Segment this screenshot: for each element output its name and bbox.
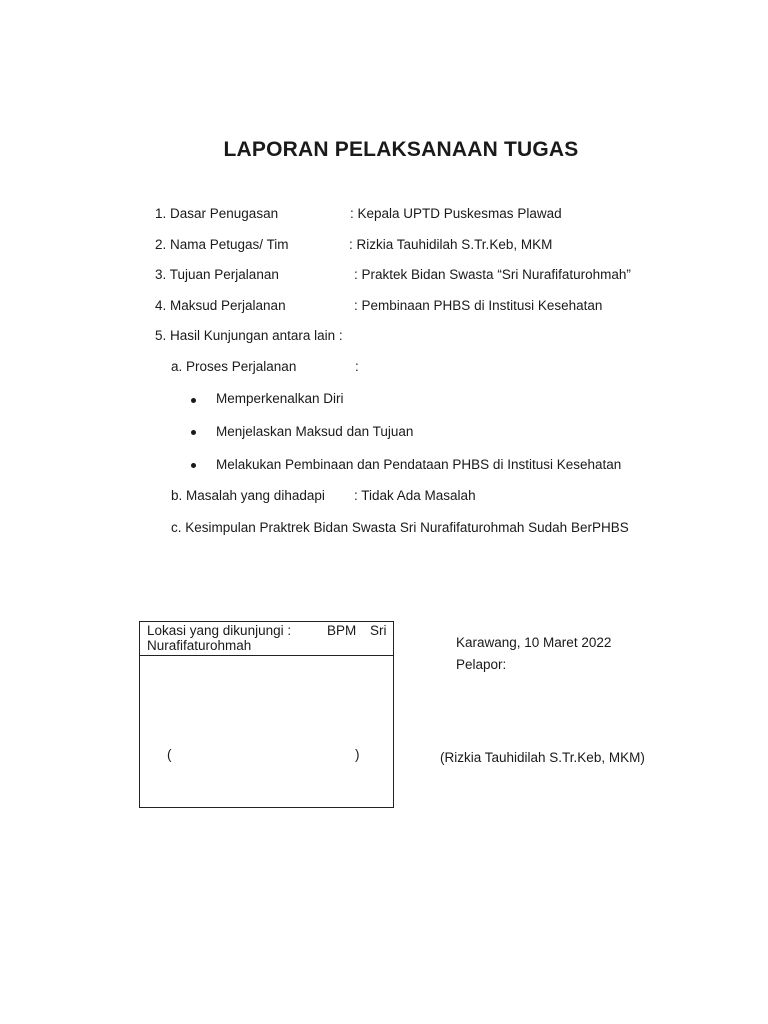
sub-a-colon: : xyxy=(355,359,359,374)
sub-b-value: : Tidak Ada Masalah xyxy=(354,488,476,503)
reporter-role: Pelapor: xyxy=(456,657,507,672)
sub-a-label: a. Proses Perjalanan xyxy=(171,359,297,374)
place-date: Karawang, 10 Maret 2022 xyxy=(456,635,612,650)
item-value-dasar-penugasan: : Kepala UPTD Puskesmas Plawad xyxy=(350,206,562,221)
bullet-item: Menjelaskan Maksud dan Tujuan xyxy=(216,424,414,439)
signature-paren-open: ( xyxy=(167,747,172,762)
signature-paren-close: ) xyxy=(355,747,360,762)
item-value-maksud-perjalanan: : Pembinaan PHBS di Institusi Kesehatan xyxy=(354,298,603,313)
sub-b-label: b. Masalah yang dihadapi xyxy=(171,488,325,503)
bullet-item: Melakukan Pembinaan dan Pendataan PHBS di Institusi Kesehatan xyxy=(216,457,622,472)
location-label: Lokasi yang dikunjungi : xyxy=(147,623,292,638)
item-label-nama-petugas: 2. Nama Petugas/ Tim xyxy=(155,237,289,252)
bullet-dot xyxy=(191,398,196,403)
item-value-tujuan-perjalanan: : Praktek Bidan Swasta “Sri Nurafifaturohmah” xyxy=(354,267,631,282)
bullet-dot xyxy=(191,463,196,468)
sub-c-label: c. Kesimpulan Praktrek Bidan Swasta Sri Nurafifaturohmah Sudah BerPHBS xyxy=(171,520,629,535)
item-label-tujuan-perjalanan: 3. Tujuan Perjalanan xyxy=(155,267,279,282)
document-title: LAPORAN PELAKSANAAN TUGAS xyxy=(223,138,579,161)
location-sri: Sri xyxy=(370,623,387,638)
reporter-name: (Rizkia Tauhidilah S.Tr.Keb, MKM) xyxy=(440,750,645,765)
item-label-dasar-penugasan: 1. Dasar Penugasan xyxy=(155,206,279,221)
location-box xyxy=(139,621,394,808)
item-label-hasil-kunjungan: 5. Hasil Kunjungan antara lain : xyxy=(155,328,343,343)
item-label-maksud-perjalanan: 4. Maksud Perjalanan xyxy=(155,298,286,313)
location-name: Nurafifaturohmah xyxy=(147,638,252,653)
bullet-dot xyxy=(191,430,196,435)
item-value-nama-petugas: : Rizkia Tauhidilah S.Tr.Keb, MKM xyxy=(349,237,553,252)
location-box-header xyxy=(140,622,393,656)
location-bpm: BPM xyxy=(327,623,357,638)
bullet-item: Memperkenalkan Diri xyxy=(216,391,344,406)
